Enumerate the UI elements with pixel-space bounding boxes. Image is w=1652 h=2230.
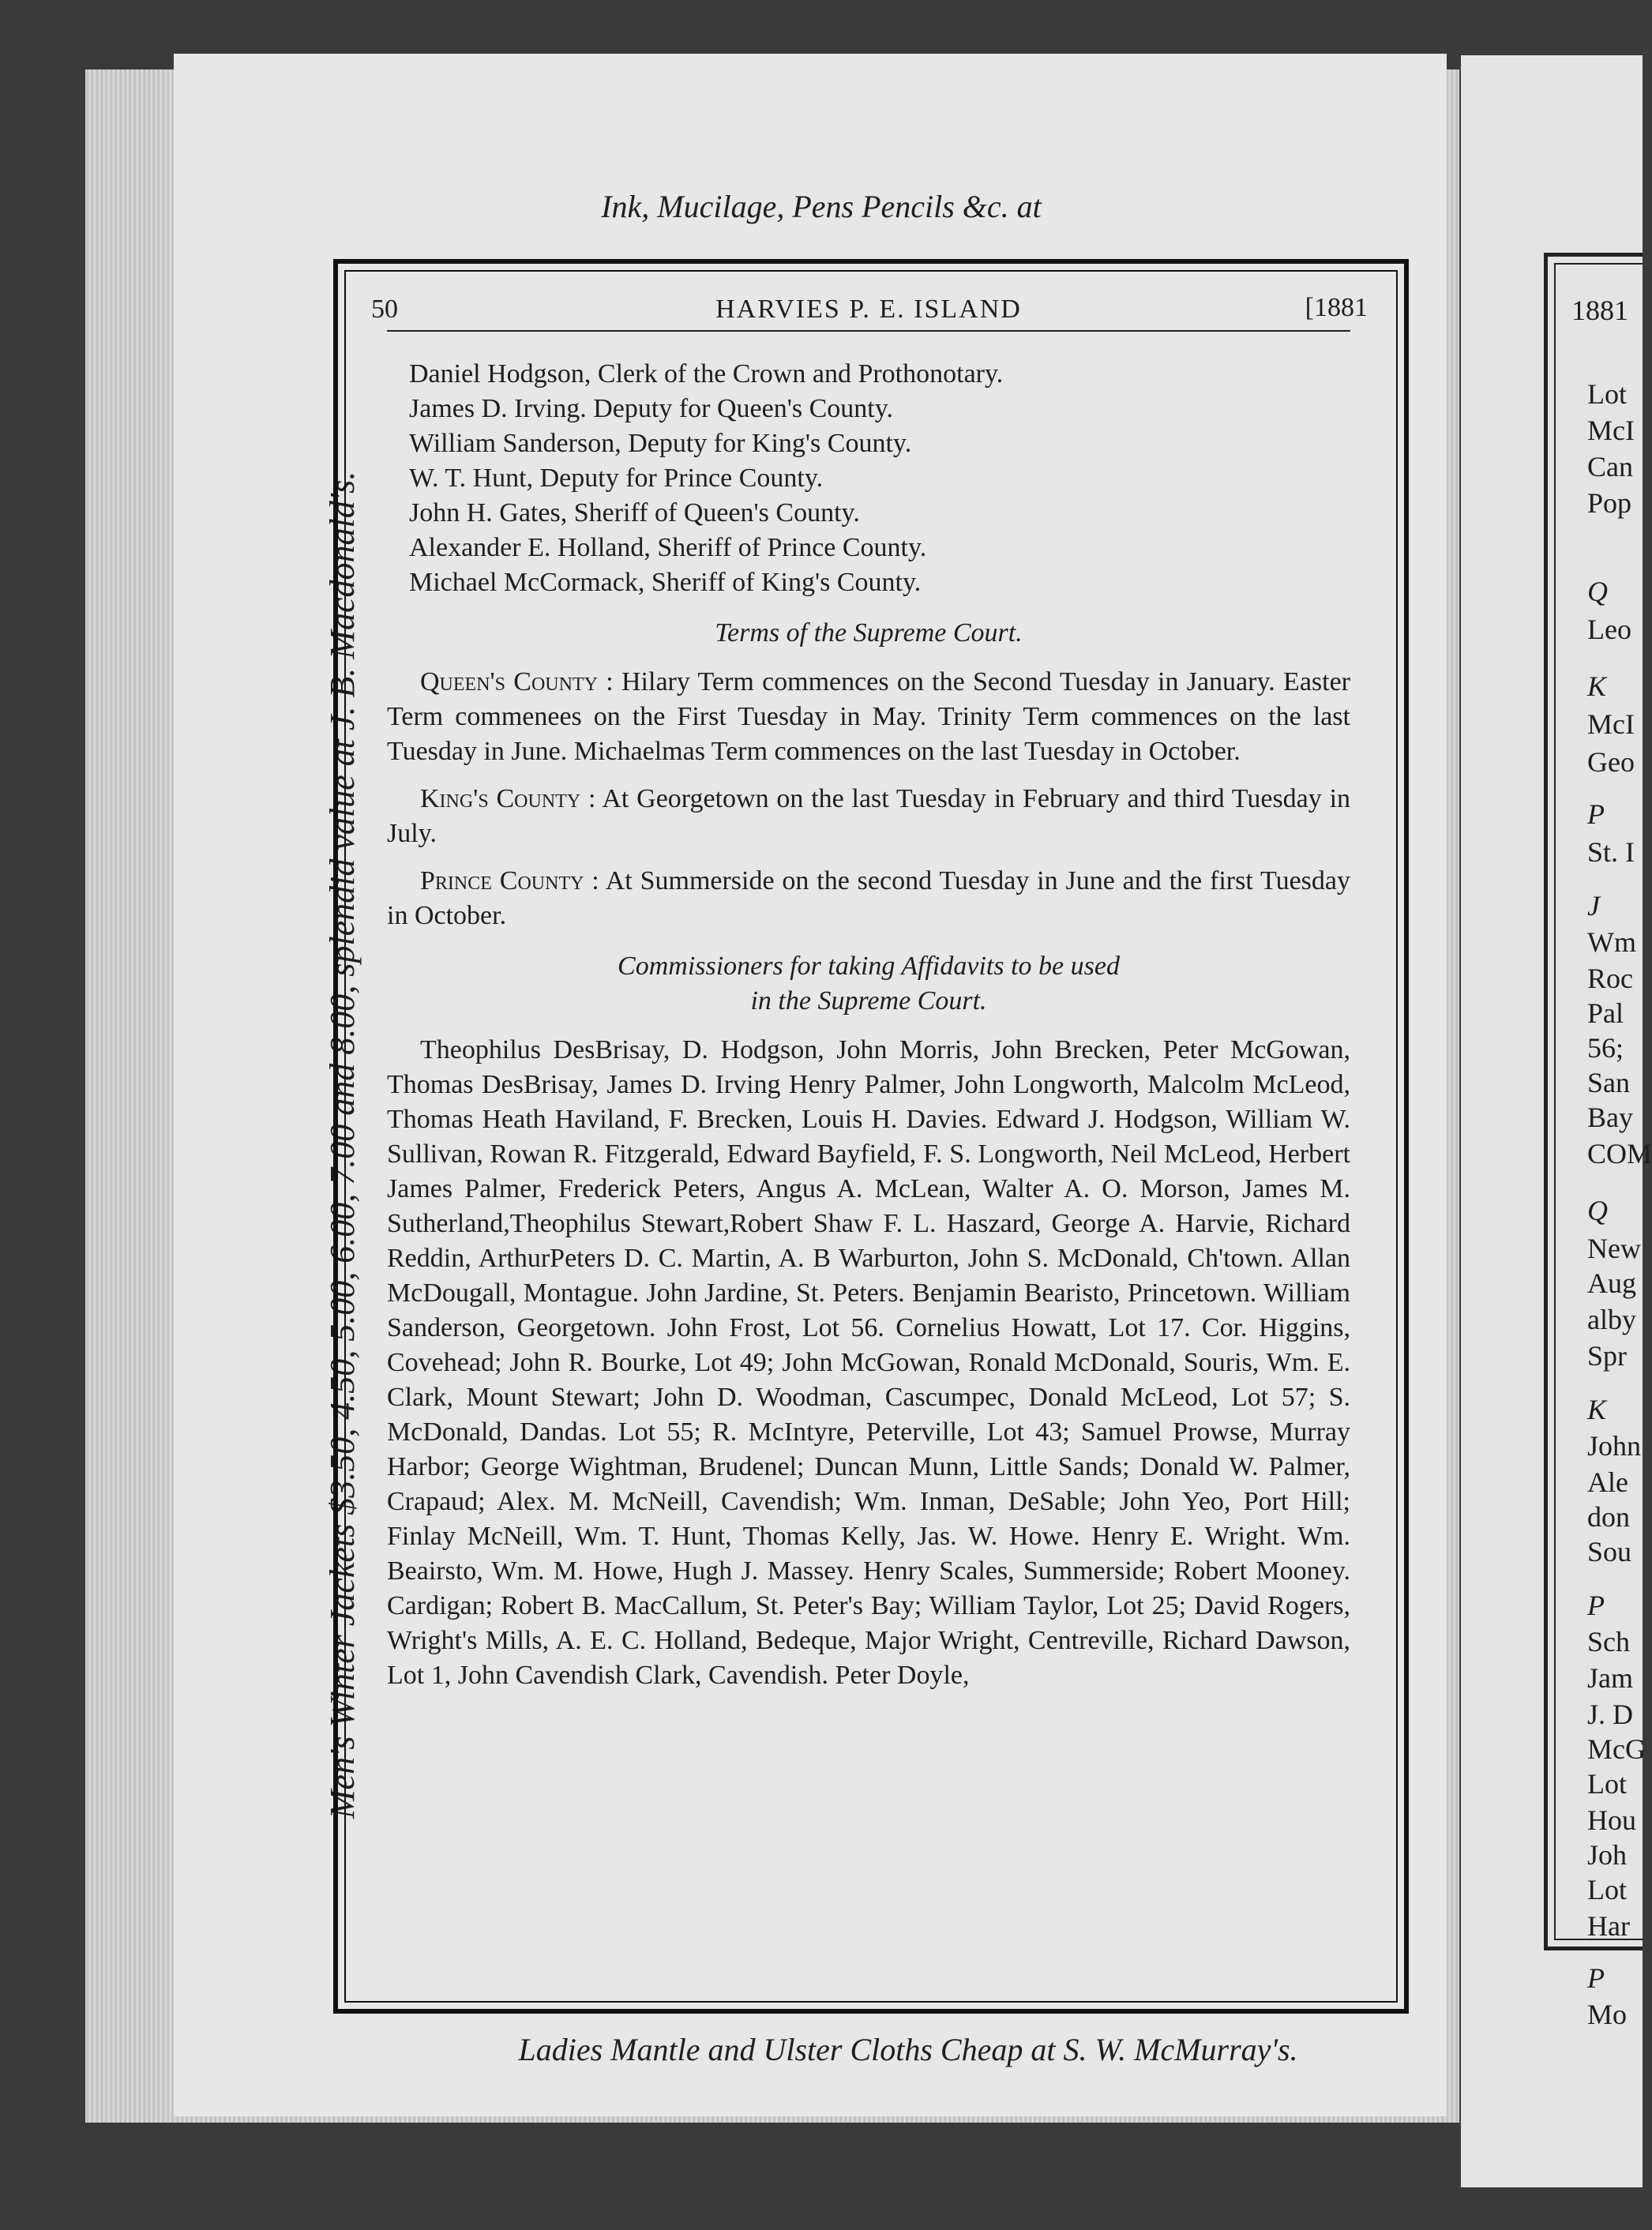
officer-entry: Michael McCormack, Sheriff of King's County. bbox=[409, 568, 922, 597]
facing-page-fragment: Wm bbox=[1587, 926, 1636, 958]
facing-page-fragment: Roc bbox=[1587, 963, 1633, 994]
facing-page-fragment: Lot bbox=[1587, 378, 1627, 410]
facing-page-fragment: McG bbox=[1587, 1733, 1646, 1765]
term-text: Hilary Term commences on the Second Tuesday in January. Easter Term commenees on the First Tuesday in May. Trinity Term commences on the last Tuesday in June. Michaelmas Term commences on the last Tuesday in October. bbox=[387, 667, 1350, 766]
facing-page-fragment: Pop bbox=[1587, 487, 1632, 519]
facing-page-fragment: Leo bbox=[1587, 614, 1631, 645]
facing-page-fragment: 56; bbox=[1587, 1032, 1624, 1064]
officer-entry: William Sanderson, Deputy for King's County. bbox=[409, 429, 912, 458]
facing-page-fragment: P bbox=[1587, 798, 1605, 830]
officer-entry: Daniel Hodgson, Clerk of the Crown and Prothonotary. bbox=[409, 359, 1004, 389]
commissioners-heading-line2: in the Supreme Court. bbox=[750, 986, 987, 1016]
term-entry-queens bbox=[387, 665, 1350, 769]
commissioners-list: Theophilus DesBrisay, D. Hodgson, John Morris, John Brecken, Peter McGowan, Thomas DesBrisay, James D. Irving Henry Palmer, John Longworth, Malcolm McLeod, Thomas Heath Haviland, F. Brecken, Louis H. Davies. Edward J. Hodgson, William W. Sullivan, Rowan R. Fitzgerald, Edward Bayfield, F. S. Longworth, Neil McLeod, Herbert James Palmer, Frederick Peters, Angus A. McLean, Walter A. O. Morson, James M. Sutherland,Theophilus Stewart,Robert Shaw F. L. Haszard, George A. Harvie, Richard Reddin, ArthurPeters D. C. Martin, A. B Warburton, John S. McDonald, Ch'town. Allan McDougall, Montague. John Jardine, St. Peters. Benjamin Bearisto, Princetown. William Sanderson, Georgetown. John Frost, Lot 56. Cornelius Howatt, Lot 17. Cor. Higgins, Covehead; John R. Bourke, Lot 49; John McGowan, Ronald McDonald, Souris, Wm. E. Clark, Mount Stewart; John D. Woodman, Cascumpec, Donald McLeod, Lot 57; S. McDonald, Dandas. Lot 55; R. McIntyre, Peterville, Lot 43; Samuel Prowse, Murray Harbor; George Wightman, Brudenel; Duncan Munn, Little Sands; Donald W. Palmer, Crapaud; Alex. M. McNeill, Cavendish; Wm. Inman, DeSable; John Yeo, Port Hill; Finlay McNeill, Wm. T. Hunt, Thomas Kelly, Jas. W. Howe. Henry E. Wright. Wm. Beairsto, Wm. M. Howe, Hugh J. Massey. Henry Scales, Summerside; Robert Mooney. Cardigan; Robert B. MacCallum, St. Peter's Bay; William Taylor, Lot 25; David Rogers, Wright's Mills, A. E. C. Holland, Bedeque, Major Wright, Centreville, Richard Dawson, Lot 1, John Cavendish Clark, Cavendish. Peter Doyle, bbox=[387, 1035, 1350, 1690]
officer-entry: John H. Gates, Sheriff of Queen's County. bbox=[409, 498, 860, 527]
facing-page-fragment: Spr bbox=[1587, 1340, 1628, 1372]
side-advertisement: Men's Winter Jackets $3.50, 4.50, 5.00, 6.00, 7.00 and 8.00, splendid value at J. B. Macdonald's. bbox=[323, 471, 362, 1819]
facing-page-fragment: alby bbox=[1587, 1304, 1636, 1335]
facing-page-fragment: J bbox=[1587, 890, 1600, 922]
facing-page-fragment: P bbox=[1587, 1590, 1605, 1621]
facing-page-fragment: J. D bbox=[1587, 1699, 1634, 1730]
facing-page-fragment: McI bbox=[1587, 415, 1635, 446]
facing-page-fragment: Q bbox=[1587, 1195, 1608, 1226]
facing-page-fragment: Joh bbox=[1587, 1839, 1628, 1871]
commissioners-heading: Commissioners for taking Affidavits to be used bbox=[618, 952, 1120, 981]
page-number: 50 bbox=[371, 295, 398, 324]
county-name: King's County : bbox=[420, 784, 596, 813]
header-year: [1881 bbox=[1305, 293, 1368, 322]
facing-page-fragment: Mo bbox=[1587, 1999, 1628, 2030]
facing-page-fragment: Bay bbox=[1587, 1102, 1633, 1133]
facing-page-fragment: Har bbox=[1587, 1910, 1630, 1942]
officer-entry: W. T. Hunt, Deputy for Prince County. bbox=[409, 464, 824, 493]
officer-entry: Alexander E. Holland, Sheriff of Prince County. bbox=[409, 533, 927, 562]
facing-page-fragment: Lot bbox=[1587, 1874, 1627, 1905]
facing-page-fragment: San bbox=[1587, 1067, 1630, 1098]
facing-page-fragment: Aug bbox=[1587, 1267, 1636, 1299]
facing-page-fragment: McI bbox=[1587, 708, 1635, 740]
facing-page-fragment: John bbox=[1587, 1430, 1642, 1462]
county-name: Prince County : bbox=[420, 866, 599, 895]
facing-page-fragment: K bbox=[1587, 1394, 1607, 1425]
facing-page-fragment: Geo bbox=[1587, 746, 1635, 778]
facing-page-fragment: New bbox=[1587, 1233, 1641, 1264]
term-text: At Summerside on the second Tuesday in June and the first Tuesday in October. bbox=[387, 866, 1351, 930]
facing-page-fragment: St. I bbox=[1587, 836, 1635, 868]
facing-page-fragment: Q bbox=[1587, 576, 1608, 607]
terms-heading: Terms of the Supreme Court. bbox=[715, 618, 1023, 648]
facing-page-fragment: Lot bbox=[1587, 1768, 1627, 1800]
facing-page-fragment: 1881 bbox=[1571, 295, 1628, 326]
page-title: HARVIES P. E. ISLAND bbox=[715, 295, 1022, 324]
facing-page-fragment: Sch bbox=[1587, 1626, 1630, 1657]
page-content bbox=[371, 291, 1368, 1706]
facing-page-fragment: K bbox=[1587, 670, 1607, 702]
top-advertisement: Ink, Mucilage, Pens Pencils &c. at bbox=[601, 189, 1042, 224]
term-entry-prince bbox=[387, 864, 1350, 933]
term-text: At Georgetown on the last Tuesday in February and third Tuesday in July. bbox=[387, 784, 1351, 848]
facing-page-fragment: COM bbox=[1587, 1138, 1652, 1169]
facing-page-fragment: Jam bbox=[1587, 1662, 1633, 1694]
officer-entry: James D. Irving. Deputy for Queen's County. bbox=[409, 394, 893, 423]
running-header bbox=[371, 291, 1368, 332]
facing-page-fragment: Hou bbox=[1587, 1804, 1636, 1836]
facing-page-fragment: don bbox=[1587, 1501, 1630, 1533]
term-entry-kings bbox=[387, 782, 1350, 851]
bottom-advertisement: Ladies Mantle and Ulster Cloths Cheap at S. W. McMurray's. bbox=[518, 2032, 1298, 2067]
facing-page-fragment: Ale bbox=[1587, 1466, 1628, 1498]
facing-page-fragment: Can bbox=[1587, 451, 1633, 482]
facing-page-fragment: P bbox=[1587, 1962, 1605, 1994]
facing-page-fragment: Pal bbox=[1587, 997, 1624, 1029]
county-name: Queen's County : bbox=[420, 667, 614, 696]
facing-page-fragment: Sou bbox=[1587, 1536, 1632, 1567]
officers-list bbox=[387, 357, 1350, 600]
